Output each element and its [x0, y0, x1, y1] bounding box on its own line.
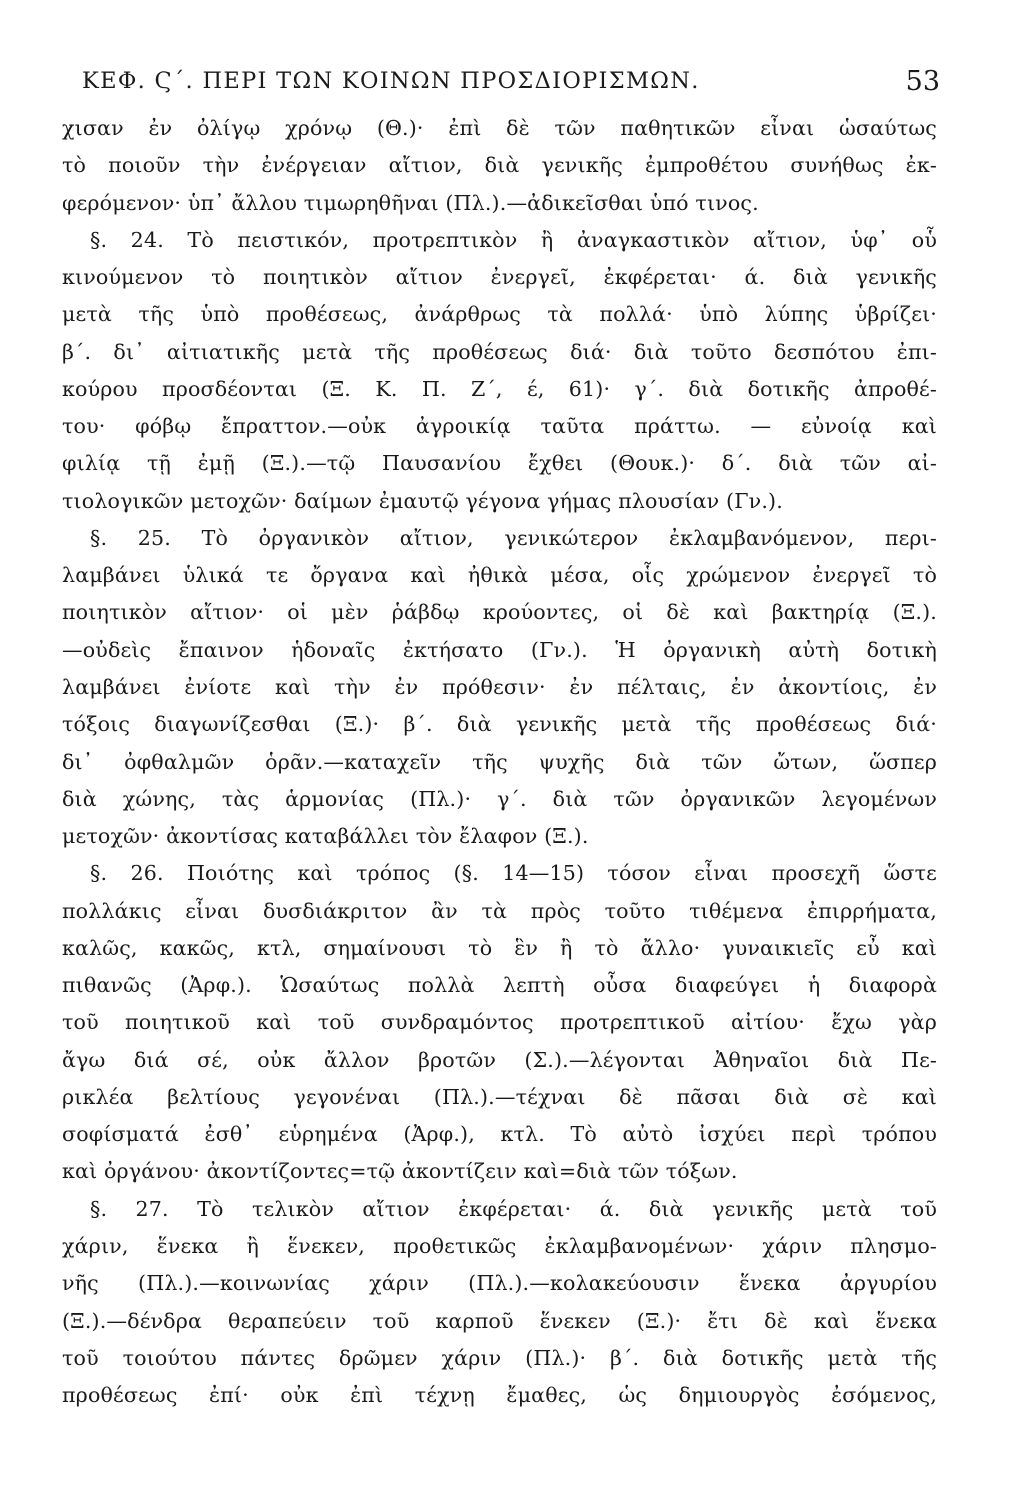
text-line: πολλάκις εἶναι δυσδιάκριτον ἂν τὰ πρὸς τοῦτο τιθέμενα ἐπιρρήματα,: [62, 898, 937, 923]
text-line: φερόμενον· ὑπ᾽ ἄλλου τιμωρηθῆναι (Πλ.).—ἀδικεῖσθαι ὑπό τινος.: [62, 190, 759, 215]
text-line: τὸ ποιοῦν τὴν ἐνέργειαν αἴτιον, διὰ γενικῆς ἐμπροθέτου συνήθως ἐκ-: [62, 153, 937, 178]
text-line: προθέσεως ἐπί· οὐκ ἐπὶ τέχνῃ ἔμαθες, ὡς δημιουργὸς ἐσόμενος,: [62, 1383, 937, 1408]
text-line: νῆς (Πλ.).—κοινωνίας χάριν (Πλ.).—κολακεύουσιν ἕνεκα ἀργυρίου: [62, 1271, 937, 1296]
text-line: ρικλέα βελτίους γεγονέναι (Πλ.).—τέχναι δὲ πᾶσαι διὰ σὲ καὶ: [62, 1084, 937, 1109]
text-line: φιλίᾳ τῇ ἐμῇ (Ξ.).—τῷ Παυσανίου ἔχθει (Θουκ.)· δ΄. διὰ τῶν αἰ-: [62, 451, 937, 476]
text-line: τιολογικῶν μετοχῶν· δαίμων ἐμαυτῷ γέγονα γήμας πλουσίαν (Γν.).: [62, 488, 783, 513]
body-text: [62, 110, 937, 1414]
text-line: §. 25. Τὸ ὀργανικὸν αἴτιον, γενικώτερον ἐκλαμβανόμενον, περι-: [90, 525, 937, 550]
text-line: λαμβάνει ἐνίοτε καὶ τὴν ἐν πρόθεσιν· ἐν πέλταις, ἐν ἀκοντίοις, ἐν: [62, 674, 937, 699]
text-line: ἄγω διά σέ, οὐκ ἄλλον βροτῶν (Σ.).—λέγονται Ἀθηναῖοι διὰ Πε-: [62, 1047, 937, 1072]
text-line: μετοχῶν· ἀκοντίσας καταβάλλει τὸν ἔλαφον (Ξ.).: [62, 824, 589, 849]
text-line: τοῦ ποιητικοῦ καὶ τοῦ συνδραμόντος προτρεπτικοῦ αἰτίου· ἔχω γὰρ: [62, 1010, 937, 1035]
text-line: §. 27. Τὸ τελικὸν αἴτιον ἐκφέρεται· ά. διὰ γενικῆς μετὰ τοῦ: [90, 1196, 937, 1221]
text-line: πιθανῶς (Ἀρφ.). Ὡσαύτως πολλὰ λεπτὴ οὖσα διαφεύγει ἡ διαφορὰ: [62, 973, 937, 998]
text-line: καὶ ὀργάνου· ἀκοντίζοντες=τῷ ἀκοντίζειν καὶ=διὰ τῶν τόξων.: [62, 1159, 738, 1184]
page-number: 53: [905, 66, 940, 97]
text-line: κούρου προσδέονται (Ξ. Κ. Π. Ζ΄, έ, 61)· γ΄. διὰ δοτικῆς ἀπροθέ-: [62, 376, 937, 401]
text-line: χισαν ἐν ὀλίγῳ χρόνῳ (Θ.)· ἐπὶ δὲ τῶν παθητικῶν εἶναι ὡσαύτως: [62, 116, 937, 140]
running-header: [82, 68, 940, 104]
text-line: (Ξ.).—δένδρα θεραπεύειν τοῦ καρποῦ ἕνεκεν (Ξ.)· ἔτι δὲ καὶ ἕνεκα: [62, 1308, 937, 1333]
text-line: δι᾽ ὀφθαλμῶν ὁρᾶν.—καταχεῖν τῆς ψυχῆς διὰ τῶν ὤτων, ὥσπερ: [62, 749, 937, 774]
text-line: κινούμενον τὸ ποιητικὸν αἴτιον ἐνεργεῖ, ἐκφέρεται· ά. διὰ γενικῆς: [62, 265, 937, 290]
text-line: τοῦ τοιούτου πάντες δρῶμεν χάριν (Πλ.)· β΄. διὰ δοτικῆς μετὰ τῆς: [62, 1345, 937, 1370]
text-line: —οὐδεὶς ἔπαινον ἡδοναῖς ἐκτήσατο (Γν.). Ἡ ὀργανικὴ αὐτὴ δοτικὴ: [62, 637, 937, 662]
text-line: διὰ χώνης, τὰς ἁρμονίας (Πλ.)· γ΄. διὰ τῶν ὀργανικῶν λεγομένων: [62, 786, 937, 811]
text-line: ποιητικὸν αἴτιον· οἱ μὲν ῥάβδῳ κρούοντες, οἱ δὲ καὶ βακτηρίᾳ (Ξ.).: [62, 600, 937, 625]
text-line: λαμβάνει ὑλικά τε ὄργανα καὶ ἠθικὰ μέσα, οἷς χρώμενον ἐνεργεῖ τὸ: [62, 563, 937, 588]
text-line: σοφίσματά ἐσθ᾽ εὑρημένα (Ἀρφ.), κτλ. Τὸ αὐτὸ ἰσχύει περὶ τρόπου: [62, 1122, 937, 1147]
text-line: §. 24. Τὸ πειστικόν, προτρεπτικὸν ἢ ἀναγκαστικὸν αἴτιον, ὑφ᾽ οὗ: [90, 227, 937, 252]
chapter-title: ΚΕΦ. Ϛ΄. ΠΕΡΙ ΤΩΝ ΚΟΙΝΩΝ ΠΡΟΣΔΙΟΡΙΣΜΩΝ.: [82, 68, 700, 94]
text-line: §. 26. Ποιότης καὶ τρόπος (§. 14—15) τόσον εἶναι προσεχῆ ὥστε: [90, 861, 937, 886]
text-line: τόξοις διαγωνίζεσθαι (Ξ.)· β΄. διὰ γενικῆς μετὰ τῆς προθέσεως διά·: [62, 712, 937, 737]
text-line: μετὰ τῆς ὑπὸ προθέσεως, ἀνάρθρως τὰ πολλά· ὑπὸ λύπης ὑβρίζει·: [62, 302, 937, 327]
text-line: του· φόβῳ ἔπραττον.—οὐκ ἀγροικίᾳ ταῦτα πράττω. — εὐνοίᾳ καὶ: [62, 414, 937, 439]
text-line: β΄. δι᾽ αἰτιατικῆς μετὰ τῆς προθέσεως διά· διὰ τοῦτο δεσπότου ἐπι-: [62, 339, 937, 364]
text-line: χάριν, ἕνεκα ἢ ἕνεκεν, προθετικῶς ἐκλαμβανομένων· χάριν πλησμο-: [62, 1233, 937, 1258]
text-line: καλῶς, κακῶς, κτλ, σημαίνουσι τὸ ἓν ἢ τὸ ἄλλο· γυναικιεῖς εὖ καὶ: [62, 935, 937, 960]
